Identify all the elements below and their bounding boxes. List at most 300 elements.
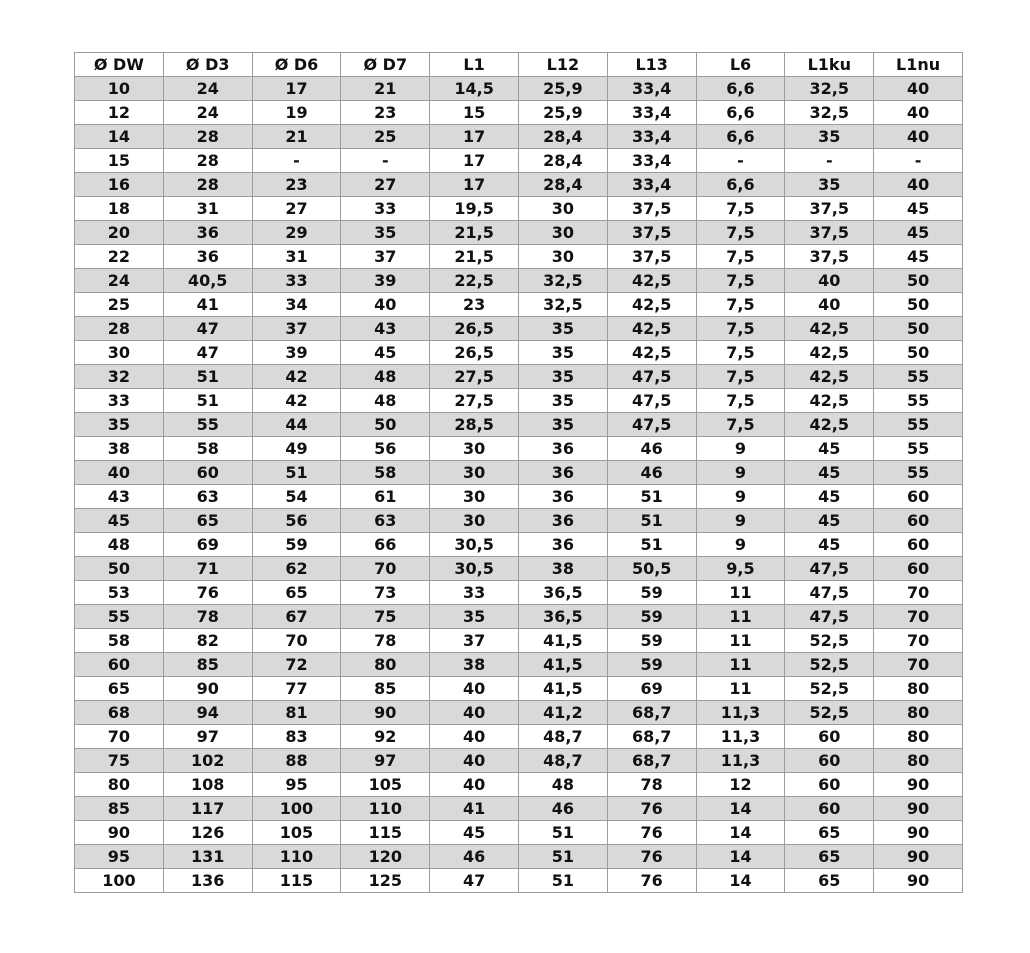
table-cell: 28,4 [518, 149, 607, 173]
table-row [75, 341, 963, 365]
table-cell: 48,7 [518, 725, 607, 749]
table-cell: 90 [75, 821, 164, 845]
table-cell: 32,5 [785, 77, 874, 101]
table-cell: 50 [341, 413, 430, 437]
table-cell: 88 [252, 749, 341, 773]
table-cell: 42,5 [607, 341, 696, 365]
table-cell: 23 [430, 293, 519, 317]
table-cell: 35 [518, 413, 607, 437]
table-cell: 28 [75, 317, 164, 341]
table-row [75, 245, 963, 269]
table-cell: 59 [252, 533, 341, 557]
column-header: L1ku [785, 53, 874, 77]
table-cell: 23 [252, 173, 341, 197]
table-cell: 51 [607, 485, 696, 509]
table-cell: 19,5 [430, 197, 519, 221]
table-cell: 52,5 [785, 629, 874, 653]
table-cell: - [785, 149, 874, 173]
column-header: L13 [607, 53, 696, 77]
table-cell: 90 [874, 869, 963, 893]
table-cell: 37 [252, 317, 341, 341]
table-cell: 32,5 [785, 101, 874, 125]
table-cell: 55 [874, 437, 963, 461]
table-cell: 53 [75, 581, 164, 605]
table-cell: 9 [696, 485, 785, 509]
table-cell: - [252, 149, 341, 173]
table-cell: 42,5 [607, 269, 696, 293]
table-cell: 80 [874, 749, 963, 773]
table-cell: 15 [75, 149, 164, 173]
table-cell: 39 [341, 269, 430, 293]
column-header: Ø DW [75, 53, 164, 77]
table-row [75, 821, 963, 845]
table-cell: 81 [252, 701, 341, 725]
table-row [75, 77, 963, 101]
table-cell: 41 [430, 797, 519, 821]
table-cell: 41,5 [518, 653, 607, 677]
table-row [75, 221, 963, 245]
table-cell: 40 [430, 773, 519, 797]
table-cell: 40 [874, 77, 963, 101]
table-cell: 56 [252, 509, 341, 533]
table-cell: 37,5 [785, 197, 874, 221]
table-cell: 31 [163, 197, 252, 221]
table-cell: 46 [607, 461, 696, 485]
table-row [75, 293, 963, 317]
table-cell: 40 [430, 749, 519, 773]
table-cell: 42,5 [607, 317, 696, 341]
table-cell: 19 [252, 101, 341, 125]
table-cell: 14 [696, 845, 785, 869]
table-cell: 50 [874, 341, 963, 365]
table-cell: 12 [696, 773, 785, 797]
table-cell: 67 [252, 605, 341, 629]
table-cell: 35 [518, 317, 607, 341]
table-cell: 61 [341, 485, 430, 509]
table-cell: 14 [696, 869, 785, 893]
table-cell: 60 [874, 485, 963, 509]
table-cell: 65 [785, 869, 874, 893]
table-row [75, 845, 963, 869]
table-cell: 52,5 [785, 677, 874, 701]
table-cell: 28,4 [518, 173, 607, 197]
table-cell: 55 [75, 605, 164, 629]
table-cell: 7,5 [696, 221, 785, 245]
table-cell: 48 [341, 365, 430, 389]
table-cell: 35 [785, 125, 874, 149]
table-cell: 36,5 [518, 605, 607, 629]
table-cell: 28 [163, 125, 252, 149]
table-cell: 51 [607, 533, 696, 557]
table-cell: 50 [874, 269, 963, 293]
table-cell: 40,5 [163, 269, 252, 293]
table-cell: 36 [518, 533, 607, 557]
table-cell: 90 [341, 701, 430, 725]
table-cell: 17 [430, 173, 519, 197]
table-cell: 45 [874, 245, 963, 269]
table-row [75, 653, 963, 677]
table-cell: 58 [341, 461, 430, 485]
table-cell: 60 [163, 461, 252, 485]
table-cell: 76 [163, 581, 252, 605]
table-cell: 25,9 [518, 101, 607, 125]
table-cell: 50 [75, 557, 164, 581]
table-cell: 102 [163, 749, 252, 773]
table-cell: 24 [75, 269, 164, 293]
table-cell: 80 [874, 701, 963, 725]
table-cell: 40 [874, 173, 963, 197]
table-cell: 37,5 [785, 221, 874, 245]
table-cell: 9 [696, 533, 785, 557]
table-cell: 32 [75, 365, 164, 389]
table-cell: 43 [75, 485, 164, 509]
table-cell: 52,5 [785, 701, 874, 725]
table-cell: 70 [874, 653, 963, 677]
table-cell: 35 [518, 389, 607, 413]
table-cell: 48 [341, 389, 430, 413]
table-cell: 42,5 [785, 413, 874, 437]
table-cell: 70 [874, 581, 963, 605]
table-row [75, 869, 963, 893]
table-cell: 136 [163, 869, 252, 893]
table-cell: 131 [163, 845, 252, 869]
table-cell: 90 [874, 797, 963, 821]
table-cell: 36,5 [518, 581, 607, 605]
table-cell: 27 [252, 197, 341, 221]
table-cell: 47,5 [607, 365, 696, 389]
table-cell: 38 [518, 557, 607, 581]
table-cell: 6,6 [696, 125, 785, 149]
table-cell: 65 [75, 677, 164, 701]
table-cell: 27,5 [430, 389, 519, 413]
table-cell: 73 [341, 581, 430, 605]
table-cell: 9 [696, 461, 785, 485]
table-cell: 28,5 [430, 413, 519, 437]
table-cell: 76 [607, 797, 696, 821]
table-cell: 34 [252, 293, 341, 317]
table-cell: 40 [430, 725, 519, 749]
table-cell: 36 [518, 509, 607, 533]
table-cell: 50,5 [607, 557, 696, 581]
table-cell: 39 [252, 341, 341, 365]
table-cell: 60 [785, 797, 874, 821]
table-cell: 22,5 [430, 269, 519, 293]
table-cell: 83 [252, 725, 341, 749]
table-cell: 60 [75, 653, 164, 677]
table-cell: 31 [252, 245, 341, 269]
table-row [75, 509, 963, 533]
table-row [75, 677, 963, 701]
table-cell: 126 [163, 821, 252, 845]
table-cell: 52,5 [785, 653, 874, 677]
table-cell: 40 [785, 269, 874, 293]
table-cell: 44 [252, 413, 341, 437]
table-cell: 55 [874, 389, 963, 413]
table-cell: 66 [341, 533, 430, 557]
table-cell: 47 [430, 869, 519, 893]
table-cell: 30 [430, 509, 519, 533]
table-cell: 28 [163, 173, 252, 197]
table-cell: 10 [75, 77, 164, 101]
table-cell: 65 [163, 509, 252, 533]
table-row [75, 437, 963, 461]
table-cell: 55 [874, 413, 963, 437]
table-cell: 90 [874, 773, 963, 797]
table-cell: 45 [874, 221, 963, 245]
table-row [75, 365, 963, 389]
table-cell: 40 [874, 101, 963, 125]
table-cell: 58 [75, 629, 164, 653]
table-cell: 35 [75, 413, 164, 437]
table-cell: 110 [341, 797, 430, 821]
table-cell: 7,5 [696, 341, 785, 365]
table-cell: 78 [607, 773, 696, 797]
table-cell: 97 [341, 749, 430, 773]
table-cell: 30 [430, 461, 519, 485]
table-cell: 45 [430, 821, 519, 845]
table-cell: 37,5 [607, 245, 696, 269]
table-cell: 7,5 [696, 293, 785, 317]
table-cell: 42,5 [607, 293, 696, 317]
table-cell: 70 [341, 557, 430, 581]
table-row [75, 149, 963, 173]
table-cell: 11,3 [696, 749, 785, 773]
table-cell: 35 [785, 173, 874, 197]
table-cell: 100 [75, 869, 164, 893]
column-header: L1nu [874, 53, 963, 77]
table-cell: 45 [341, 341, 430, 365]
table-cell: 41,2 [518, 701, 607, 725]
table-cell: 94 [163, 701, 252, 725]
table-cell: 14 [696, 797, 785, 821]
table-cell: 50 [874, 293, 963, 317]
table-cell: 33,4 [607, 101, 696, 125]
table-cell: 40 [430, 677, 519, 701]
table-row [75, 605, 963, 629]
table-cell: 37 [430, 629, 519, 653]
table-cell: 60 [874, 557, 963, 581]
table-cell: 117 [163, 797, 252, 821]
table-cell: 26,5 [430, 341, 519, 365]
table-cell: 21,5 [430, 221, 519, 245]
table-cell: 63 [163, 485, 252, 509]
table-cell: 6,6 [696, 101, 785, 125]
table-cell: 115 [252, 869, 341, 893]
table-cell: 33,4 [607, 173, 696, 197]
table-cell: 48 [518, 773, 607, 797]
table-cell: 27 [341, 173, 430, 197]
table-cell: 76 [607, 845, 696, 869]
table-cell: 41,5 [518, 677, 607, 701]
table-cell: 45 [785, 509, 874, 533]
table-cell: 69 [163, 533, 252, 557]
table-cell: 68,7 [607, 701, 696, 725]
table-cell: 47,5 [785, 581, 874, 605]
table-row [75, 773, 963, 797]
table-header [75, 53, 963, 77]
table-cell: 51 [163, 389, 252, 413]
table-cell: 75 [341, 605, 430, 629]
table-cell: 45 [75, 509, 164, 533]
table-cell: 51 [163, 365, 252, 389]
table-cell: 30 [430, 437, 519, 461]
table-cell: 14,5 [430, 77, 519, 101]
table-cell: 30 [518, 245, 607, 269]
table-cell: 60 [874, 509, 963, 533]
table-cell: 25 [75, 293, 164, 317]
table-cell: 7,5 [696, 245, 785, 269]
table-cell: 72 [252, 653, 341, 677]
table-cell: 7,5 [696, 317, 785, 341]
table-row [75, 317, 963, 341]
table-row [75, 485, 963, 509]
table-cell: 11 [696, 629, 785, 653]
table-cell: 41,5 [518, 629, 607, 653]
table-cell: 11 [696, 653, 785, 677]
table-cell: 18 [75, 197, 164, 221]
table-cell: 42,5 [785, 317, 874, 341]
table-cell: 56 [341, 437, 430, 461]
table-cell: 38 [75, 437, 164, 461]
table-row [75, 701, 963, 725]
table-cell: 60 [785, 773, 874, 797]
table-cell: 21,5 [430, 245, 519, 269]
table-cell: 60 [874, 533, 963, 557]
table-cell: 60 [785, 749, 874, 773]
table-row [75, 389, 963, 413]
table-cell: 33 [75, 389, 164, 413]
table-cell: 65 [252, 581, 341, 605]
table-cell: 68,7 [607, 749, 696, 773]
table-cell: 40 [785, 293, 874, 317]
table-cell: 35 [518, 341, 607, 365]
table-cell: 110 [252, 845, 341, 869]
table-cell: 21 [252, 125, 341, 149]
table-cell: 51 [252, 461, 341, 485]
table-row [75, 197, 963, 221]
table-cell: 36 [518, 461, 607, 485]
table-cell: 62 [252, 557, 341, 581]
table-cell: 92 [341, 725, 430, 749]
table-row [75, 101, 963, 125]
table-cell: 65 [785, 821, 874, 845]
table-cell: 42,5 [785, 365, 874, 389]
table-cell: 70 [252, 629, 341, 653]
column-header: Ø D7 [341, 53, 430, 77]
table-cell: 36 [163, 221, 252, 245]
table-cell: 12 [75, 101, 164, 125]
table-cell: 35 [518, 365, 607, 389]
table-cell: 100 [252, 797, 341, 821]
table-cell: 17 [430, 125, 519, 149]
table-cell: 40 [75, 461, 164, 485]
table-cell: 90 [874, 821, 963, 845]
table-cell: 11 [696, 581, 785, 605]
table-cell: 36 [518, 437, 607, 461]
table-cell: 95 [252, 773, 341, 797]
table-cell: 29 [252, 221, 341, 245]
table-row [75, 461, 963, 485]
table-cell: 9,5 [696, 557, 785, 581]
table-cell: 33,4 [607, 77, 696, 101]
column-header: L12 [518, 53, 607, 77]
table-cell: 35 [341, 221, 430, 245]
table-cell: 49 [252, 437, 341, 461]
table-cell: 68,7 [607, 725, 696, 749]
table-cell: 55 [874, 461, 963, 485]
column-header: Ø D3 [163, 53, 252, 77]
table-cell: 33,4 [607, 149, 696, 173]
table-cell: 58 [163, 437, 252, 461]
table-cell: 59 [607, 653, 696, 677]
table-cell: 105 [341, 773, 430, 797]
table-cell: 14 [696, 821, 785, 845]
table-cell: 69 [607, 677, 696, 701]
table-cell: 26,5 [430, 317, 519, 341]
table-cell: 45 [785, 437, 874, 461]
table-cell: 85 [163, 653, 252, 677]
table-row [75, 173, 963, 197]
table-cell: 46 [518, 797, 607, 821]
table-cell: 85 [341, 677, 430, 701]
table-cell: 7,5 [696, 269, 785, 293]
table-cell: 71 [163, 557, 252, 581]
table-cell: 23 [341, 101, 430, 125]
table-cell: 40 [874, 125, 963, 149]
table-cell: 30,5 [430, 557, 519, 581]
table-cell: 25 [341, 125, 430, 149]
table-cell: 42,5 [785, 341, 874, 365]
table-cell: 54 [252, 485, 341, 509]
table-cell: 42 [252, 389, 341, 413]
table-cell: 63 [341, 509, 430, 533]
table-cell: 85 [75, 797, 164, 821]
table-cell: 82 [163, 629, 252, 653]
table-cell: 59 [607, 605, 696, 629]
table-cell: 7,5 [696, 413, 785, 437]
table-cell: 33 [252, 269, 341, 293]
table-cell: 15 [430, 101, 519, 125]
table-cell: 78 [341, 629, 430, 653]
table-cell: 25,9 [518, 77, 607, 101]
table-cell: 47,5 [607, 413, 696, 437]
table-cell: 47,5 [785, 605, 874, 629]
table-cell: 33 [341, 197, 430, 221]
table-row [75, 629, 963, 653]
table-row [75, 269, 963, 293]
table-cell: 11,3 [696, 725, 785, 749]
table-cell: 47,5 [785, 557, 874, 581]
dimension-table [74, 52, 963, 893]
table-cell: - [874, 149, 963, 173]
table-cell: 90 [874, 845, 963, 869]
table-cell: 37 [341, 245, 430, 269]
table-cell: 24 [163, 77, 252, 101]
table-cell: 6,6 [696, 77, 785, 101]
table-cell: 75 [75, 749, 164, 773]
table-cell: 35 [430, 605, 519, 629]
table-cell: 108 [163, 773, 252, 797]
table-cell: 45 [874, 197, 963, 221]
column-header: L6 [696, 53, 785, 77]
table-cell: 51 [518, 869, 607, 893]
table-cell: 7,5 [696, 365, 785, 389]
table-cell: 77 [252, 677, 341, 701]
table-cell: 47,5 [607, 389, 696, 413]
header-row [75, 53, 963, 77]
table-cell: 37,5 [785, 245, 874, 269]
table-cell: 21 [341, 77, 430, 101]
